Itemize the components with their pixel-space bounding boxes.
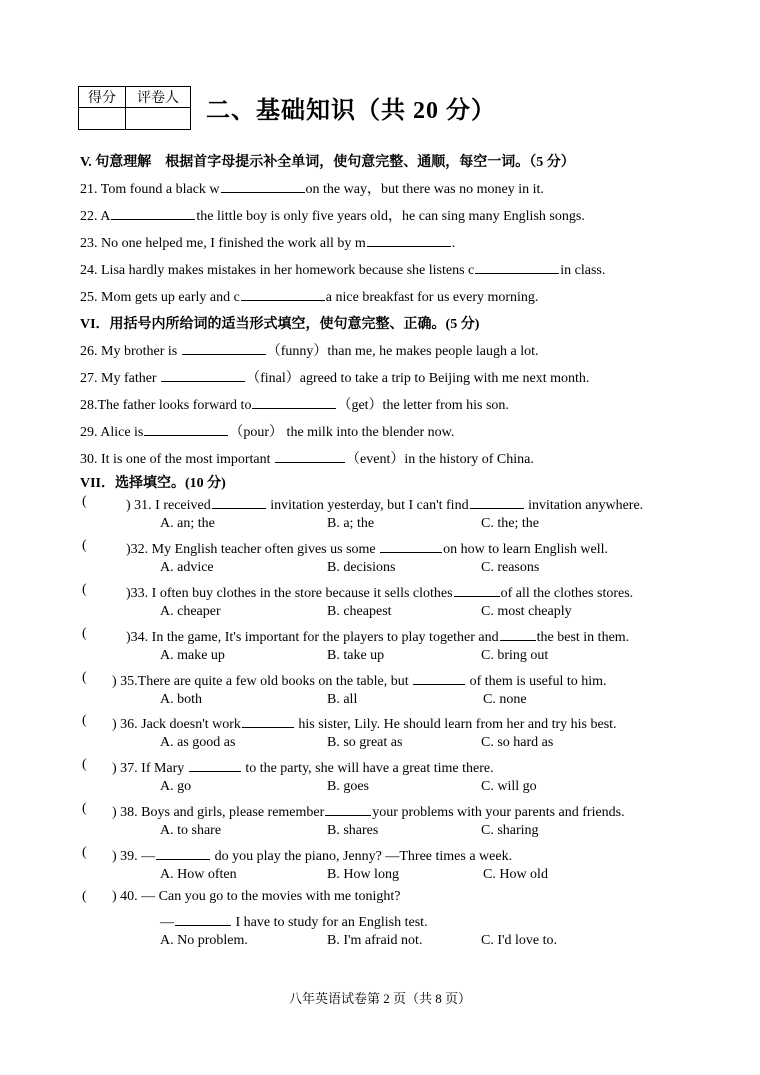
option-b: B. goes <box>327 779 369 794</box>
question-27: 27. My father （final）agreed to take a trip to Beijing with me next month. <box>80 367 589 387</box>
question-28: 28.The father looks forward to （get）the letter from his son. <box>80 394 509 414</box>
section-title: 二、基础知识（共 20 分） <box>206 98 496 124</box>
question-23: 23. No one helped me, I finished the work all by m . <box>80 232 455 252</box>
option-a: A. an; the <box>160 516 215 531</box>
answer-blank[interactable] <box>367 232 451 247</box>
option-c: C. How old <box>483 867 548 882</box>
answer-blank[interactable] <box>111 205 195 220</box>
question-24: 24. Lisa hardly makes mistakes in her homework because she listens c in class. <box>80 259 605 279</box>
grader-cell <box>126 108 191 130</box>
option-a: A. No problem. <box>160 933 248 948</box>
answer-blank[interactable] <box>221 178 305 193</box>
option-c: C. sharing <box>481 823 539 838</box>
exam-page: 得分 评卷人 二、基础知识（共 20 分） V. 句意理解 根据首字母提示补全单词，使句意完整、通顺，每空一词。（5 分） 21. Tom found a black w on the way，but there was no money in it. 22. A the little boy is only five years old，he can sing many English songs. 23. No one helped me, I finished the work all by m . 24. Lisa hardly makes mistakes in her homework because she listens c in class. 25. Mom gets up early and c a nice breakfast for us every morning. VI．用括号内所给词的适当形式填空，使句意完整、正确。(5 分) 26. My brother is （funny）than me, he makes people laugh a lot. 27. My father （final）agreed to take a trip to Beijing with me next month. 28.The father looks forward to （get）the letter from his son. 29. Alice is （pour） the milk into the blender now. 30. It is one of the most important （event）in the history of China. VII．选择填空。(10 分) ( ) 31. I received invitation yesterday, but I can't find invitation anywhere. A. an; the B. a; the C. the; the ( )32. My English teacher often gives us some on how to learn English well. A. advice B. decisions C. reasons ( )33. I often buy clothes in the store because it sells clothes of all the clothes stores. A. cheaper B. cheapest C. most cheaply ( )34. In the game, It's important for the players to play together and the best in them. A. make up B. take up C. bring out ( ) 35.There are quite a few old books on the table, but of them is useful to him. A. both B. all C. none ( ) 36. Jack doesn't work his sister, Lily. He should learn from her and try his best. A. as good as B. so great as C. so hard as ( ) 37. If Mary to the party, she will have a great time there. A. go B. goes C. will go ( ) 38. Boys and girls, please remember your problems with your parents and friends. A. to share B. shares C. sharing ( ) 39. — do you play the piano, Jenny? —Three times a week. A. How often B. How long C. How old ( ) 40. — Can you go to the movies with me tonight? — I have to study for an English test. A. No problem. B. I'm afraid not. C. I'd love to. 八年英语试卷第 2 页（共 8 页） <box>0 0 760 1075</box>
answer-blank[interactable] <box>275 448 345 463</box>
answer-blank[interactable] <box>454 582 500 597</box>
option-a: A. How often <box>160 867 237 882</box>
score-header: 得分 <box>79 87 126 108</box>
option-c: C. most cheaply <box>481 604 572 619</box>
answer-blank[interactable] <box>325 801 371 816</box>
answer-blank[interactable] <box>252 394 336 409</box>
answer-blank[interactable] <box>175 911 231 926</box>
option-a: A. to share <box>160 823 222 838</box>
option-b: B. a; the <box>327 516 375 531</box>
grader-header: 评卷人 <box>126 87 191 108</box>
answer-blank[interactable] <box>475 259 559 274</box>
answer-blank[interactable] <box>241 286 325 301</box>
answer-paren[interactable]: ( <box>82 801 87 816</box>
answer-blank[interactable] <box>413 670 465 685</box>
answer-blank[interactable] <box>470 494 524 509</box>
score-table <box>78 86 191 130</box>
option-c: C. the; the <box>481 516 539 531</box>
question-25: 25. Mom gets up early and c a nice breakfast for us every morning. <box>80 286 538 306</box>
answer-blank[interactable] <box>182 340 266 355</box>
option-c: C. bring out <box>481 648 549 663</box>
option-b: B. all <box>327 692 358 707</box>
option-a: A. as good as <box>160 735 236 750</box>
question-40-reply: — I have to study for an English test. <box>160 911 428 931</box>
option-c: C. so hard as <box>481 735 554 750</box>
option-a: A. go <box>160 779 192 794</box>
option-a: A. make up <box>160 648 225 663</box>
answer-paren[interactable]: ( <box>82 538 87 553</box>
option-b: B. so great as <box>327 735 403 750</box>
part-vi-heading: VI．用括号内所给词的适当形式填空，使句意完整、正确。(5 分) <box>80 317 480 332</box>
option-b: B. I'm afraid not. <box>327 933 423 948</box>
answer-blank[interactable] <box>156 845 210 860</box>
question-22: 22. A the little boy is only five years old，he can sing many English songs. <box>80 205 585 225</box>
answer-paren[interactable]: ( <box>82 845 87 860</box>
option-b: B. decisions <box>327 560 396 575</box>
answer-blank[interactable] <box>242 713 294 728</box>
option-a: A. both <box>160 692 202 707</box>
question-21: 21. Tom found a black w on the way，but there was no money in it. <box>80 178 544 198</box>
option-b: B. shares <box>327 823 379 838</box>
option-c: C. will go <box>481 779 537 794</box>
part-vii-heading: VII．选择填空。(10 分) <box>80 476 226 491</box>
answer-paren[interactable]: ( <box>82 626 87 641</box>
option-b: B. How long <box>327 867 399 882</box>
option-c: C. reasons <box>481 560 540 575</box>
question-30: 30. It is one of the most important （event）in the history of China. <box>80 448 534 468</box>
answer-paren[interactable]: ( <box>82 494 87 509</box>
answer-paren[interactable]: ( <box>82 713 87 728</box>
answer-blank[interactable] <box>212 494 266 509</box>
answer-blank[interactable] <box>189 757 241 772</box>
answer-blank[interactable] <box>144 421 228 436</box>
answer-blank[interactable] <box>500 626 536 641</box>
answer-paren[interactable]: ( <box>82 889 87 904</box>
option-a: A. cheaper <box>160 604 221 619</box>
question-26: 26. My brother is （funny）than me, he makes people laugh a lot. <box>80 340 538 360</box>
answer-paren[interactable]: ( <box>82 757 87 772</box>
option-a: A. advice <box>160 560 214 575</box>
page-footer: 八年英语试卷第 2 页（共 8 页） <box>288 991 471 1006</box>
answer-paren[interactable]: ( <box>82 670 87 685</box>
answer-blank[interactable] <box>161 367 245 382</box>
option-b: B. cheapest <box>327 604 392 619</box>
question-29: 29. Alice is （pour） the milk into the blender now. <box>80 421 454 441</box>
answer-paren[interactable]: ( <box>82 582 87 597</box>
answer-blank[interactable] <box>380 538 442 553</box>
score-cell <box>79 108 126 130</box>
part-v-heading: V. 句意理解 根据首字母提示补全单词，使句意完整、通顺，每空一词。（5 分） <box>80 155 575 170</box>
option-c: C. none <box>483 692 527 707</box>
option-c: C. I'd love to. <box>481 933 558 948</box>
option-b: B. take up <box>327 648 385 663</box>
